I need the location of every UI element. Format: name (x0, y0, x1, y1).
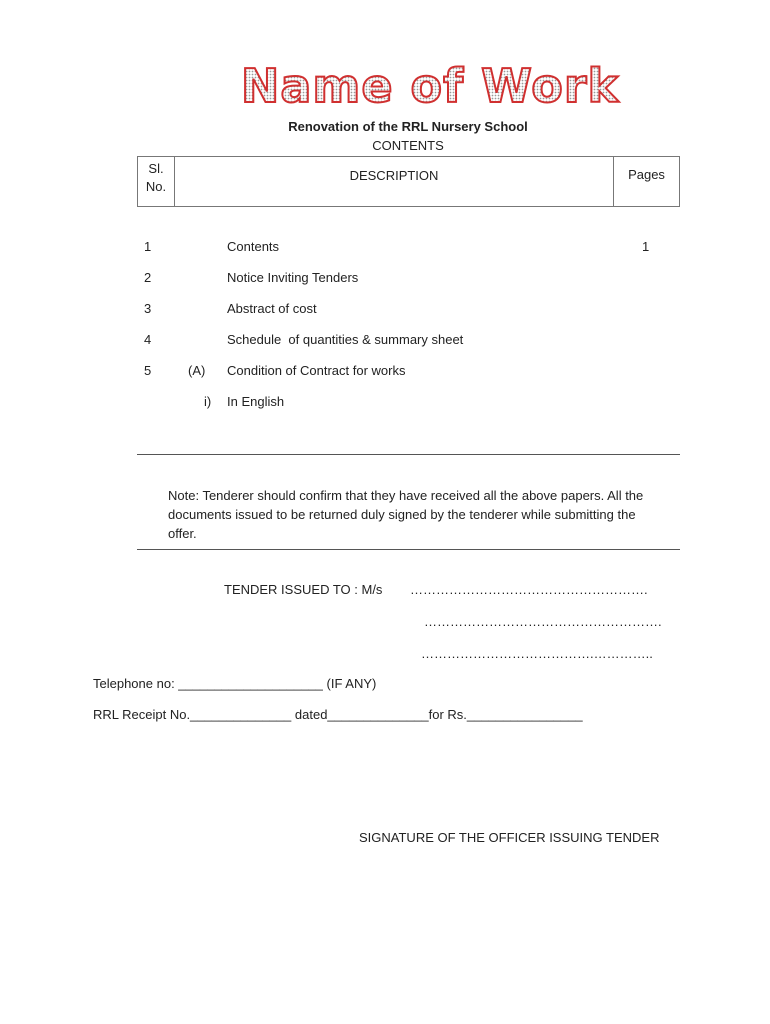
receipt-field: RRL Receipt No.______________ dated______________for Rs.________________ (93, 707, 583, 722)
contents-heading: CONTENTS (372, 138, 444, 153)
header-description: DESCRIPTION (175, 157, 614, 207)
banner-title (0, 52, 770, 122)
tender-dots-line: ………………………………………………. (424, 614, 662, 629)
tender-issued-label: TENDER ISSUED TO : M/s (224, 582, 383, 597)
contents-header-table (137, 156, 680, 207)
item-number: 1 (144, 239, 152, 254)
tender-dots-line: ………………………………………………. (410, 582, 648, 597)
item-label: Condition of Contract for works (227, 363, 406, 378)
item-number: 5 (144, 363, 152, 378)
item-sub: (A) (188, 363, 206, 378)
signature-label: SIGNATURE OF THE OFFICER ISSUING TENDER (359, 830, 660, 845)
divider-top (137, 454, 680, 455)
header-pages: Pages (614, 157, 680, 207)
item-number: 4 (144, 332, 152, 347)
item-label: In English (227, 394, 285, 409)
item-label: Schedule of quantities & summary sheet (227, 332, 464, 347)
item-sub: i) (204, 394, 212, 409)
project-title: Renovation of the RRL Nursery School (288, 119, 528, 134)
note-text: Note: Tenderer should confirm that they have received all the above papers. All the documents issued to be returned duly signed by the tenderer while submitting the offer. (168, 488, 644, 541)
item-number: 3 (144, 301, 152, 316)
item-number: 2 (144, 270, 152, 285)
header-sl-no: Sl. No. (138, 157, 175, 207)
item-label: Notice Inviting Tenders (227, 270, 359, 285)
item-label: Contents (227, 239, 280, 254)
banner-title-text: Name of Work (240, 59, 620, 113)
tender-dots-line: ………………………………….………….. (421, 646, 653, 661)
item-label: Abstract of cost (227, 301, 317, 316)
divider-bottom (137, 549, 680, 550)
item-pages: 1 (642, 239, 650, 254)
telephone-field: Telephone no: ____________________ (IF ANY) (93, 676, 377, 691)
